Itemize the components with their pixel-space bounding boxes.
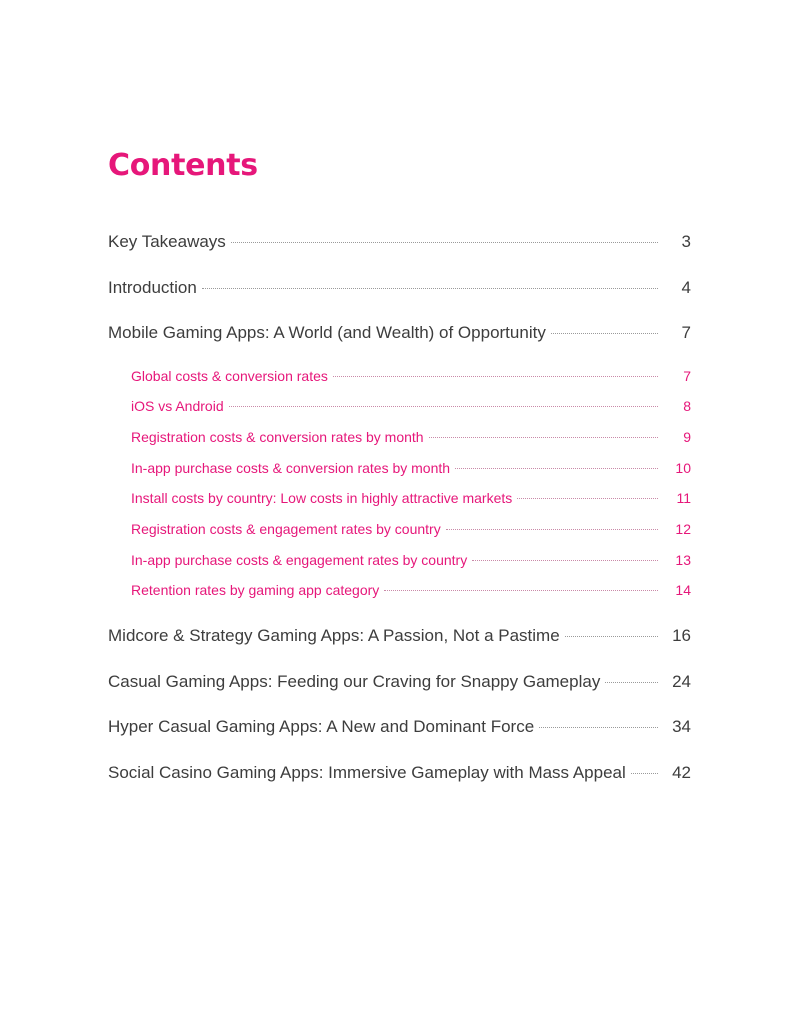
toc-entry-label: Registration costs & conversion rates by month — [131, 429, 424, 445]
toc-dot-leader — [517, 498, 658, 499]
page-title: Contents — [108, 148, 258, 183]
toc-page-number: 34 — [672, 717, 691, 736]
toc-dot-leader — [455, 468, 658, 469]
toc-dot-leader — [429, 437, 658, 438]
toc-dot-leader — [333, 376, 658, 377]
toc-entry-introduction[interactable] — [108, 276, 696, 300]
toc-entry-label: Global costs & conversion rates — [131, 368, 328, 384]
toc-entry-midcore-strategy[interactable] — [108, 624, 696, 648]
toc-entry-label: Hyper Casual Gaming Apps: A New and Dominant Force — [108, 717, 535, 736]
toc-subentry-retention-rates[interactable] — [131, 580, 696, 600]
toc-dot-leader — [539, 727, 658, 728]
toc-page-number: 8 — [683, 398, 691, 414]
toc-entry-label: Install costs by country: Low costs in highly attractive markets — [131, 490, 513, 506]
toc-subentry-ios-vs-android[interactable] — [131, 396, 696, 416]
toc-subentry-global-costs[interactable] — [131, 366, 696, 386]
toc-dot-leader — [605, 682, 658, 683]
toc-page-number: 4 — [681, 278, 691, 297]
toc-dot-leader — [202, 288, 658, 289]
toc-dot-leader — [551, 333, 658, 334]
toc-page-number: 24 — [672, 672, 691, 691]
toc-entry-label: iOS vs Android — [131, 398, 224, 414]
toc-entry-label: In-app purchase costs & conversion rates by month — [131, 460, 451, 476]
toc-subentry-registration-by-month[interactable] — [131, 427, 696, 447]
toc-page-number: 10 — [675, 460, 691, 476]
toc-entry-key-takeaways[interactable] — [108, 230, 696, 254]
toc-subentry-registration-by-country[interactable] — [131, 519, 696, 539]
toc-entry-label: Registration costs & engagement rates by country — [131, 521, 441, 537]
toc-dot-leader — [472, 560, 658, 561]
toc-page-number: 13 — [675, 552, 691, 568]
toc-entry-label: Key Takeaways — [108, 232, 226, 251]
toc-dot-leader — [229, 406, 658, 407]
toc-entry-social-casino[interactable] — [108, 761, 696, 785]
toc-entry-label: Mobile Gaming Apps: A World (and Wealth) of Opportunity — [108, 323, 546, 342]
toc-page-number: 12 — [675, 521, 691, 537]
toc-page-number: 7 — [681, 323, 691, 342]
toc-page-number: 9 — [683, 429, 691, 445]
toc-entry-label: Retention rates by gaming app category — [131, 582, 380, 598]
toc-entry-hyper-casual[interactable] — [108, 715, 696, 739]
toc-entry-label: Midcore & Strategy Gaming Apps: A Passion, Not a Pastime — [108, 626, 560, 645]
toc-page-number: 11 — [676, 490, 691, 506]
toc-dot-leader — [384, 590, 658, 591]
toc-page-number: 7 — [683, 368, 691, 384]
toc-page-number: 42 — [672, 763, 691, 782]
toc-entry-mobile-gaming-apps[interactable] — [108, 321, 696, 345]
toc-dot-leader — [565, 636, 658, 637]
toc-subentry-in-app-purchase-by-country[interactable] — [131, 550, 696, 570]
toc-entry-label: Social Casino Gaming Apps: Immersive Gameplay with Mass Appeal — [108, 763, 626, 782]
toc-page-number: 16 — [672, 626, 691, 645]
toc-entry-casual-gaming[interactable] — [108, 670, 696, 694]
toc-subentry-in-app-purchase-by-month[interactable] — [131, 458, 696, 478]
toc-page-number: 14 — [675, 582, 691, 598]
toc-dot-leader — [446, 529, 658, 530]
toc-dot-leader — [231, 242, 658, 243]
toc-entry-label: In-app purchase costs & engagement rates by country — [131, 552, 468, 568]
toc-entry-label: Introduction — [108, 278, 197, 297]
toc-page-number: 3 — [681, 232, 691, 251]
toc-entry-label: Casual Gaming Apps: Feeding our Craving for Snappy Gameplay — [108, 672, 601, 691]
toc-subentry-install-costs-by-country[interactable] — [131, 488, 696, 508]
toc-dot-leader — [631, 773, 658, 774]
